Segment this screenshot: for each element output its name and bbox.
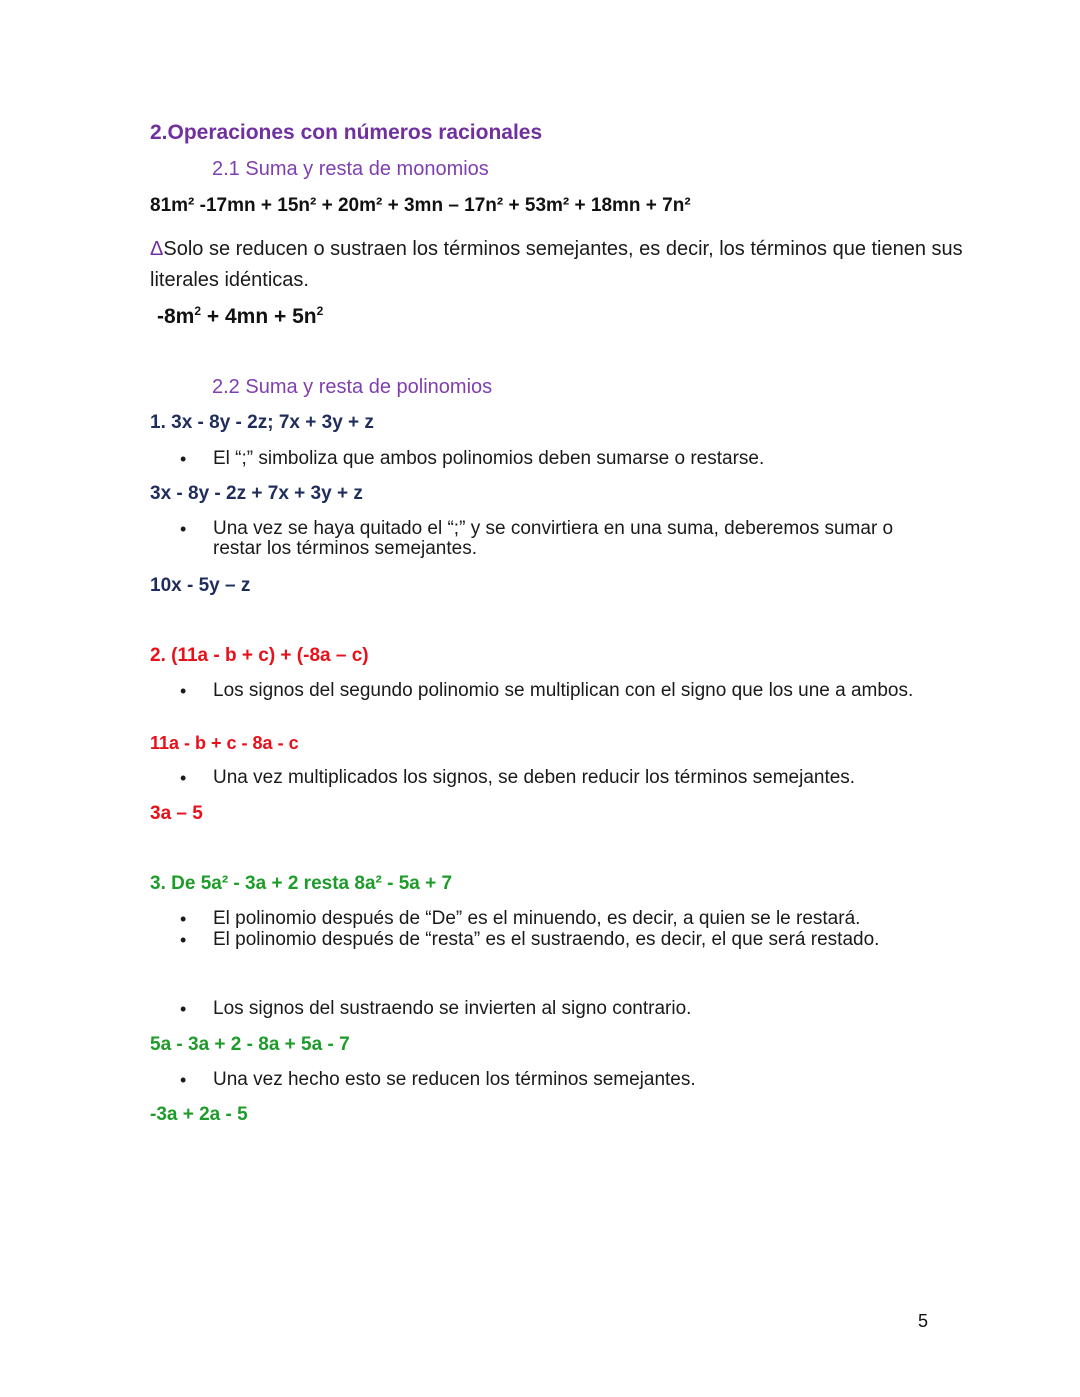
example-3-step: 5a - 3a + 2 - 8a + 5a - 7	[150, 1034, 350, 1055]
example-1-bullet-2: • Una vez se haya quitado el “;” y se convirtiera en una suma, deberemos sumar o restar los términos semejantes.	[180, 518, 894, 559]
bullet-icon: •	[180, 999, 187, 1019]
monomial-expression: 81m² -17mn + 15n² + 20m² + 3mn – 17n² + 53m² + 18mn + 7n²	[150, 195, 691, 216]
monomial-result: $-8m^2 + 4mn + 5n^2$	[157, 304, 324, 328]
bullet-icon: •	[180, 930, 187, 950]
example-3-result: -3a + 2a - 5	[150, 1104, 248, 1125]
example-3-bullet-1: • El polinomio después de “De” es el minuendo, es decir, a quien se le restará.	[180, 908, 861, 929]
bullet-icon: •	[180, 449, 187, 469]
example-2-step: 11a - b + c - 8a - c	[150, 733, 299, 753]
example-1-statement: 1. 3x - 8y - 2z; 7x + 3y + z	[150, 412, 374, 433]
example-3-bullet-4: • Una vez hecho esto se reducen los términos semejantes.	[180, 1069, 696, 1090]
example-3-bullet-2: • El polinomio después de “resta” es el sustraendo, es decir, el que será restado.	[180, 929, 880, 950]
note-paragraph	[150, 234, 1020, 296]
example-2-statement: 2. (11a - b + c) + (-8a – c)	[150, 645, 369, 666]
example-2-bullet-2: • Una vez multiplicados los signos, se deben reducir los términos semejantes.	[180, 767, 856, 788]
bullet-icon: •	[180, 681, 187, 701]
bullet-icon: •	[180, 519, 187, 539]
example-1-result: 10x - 5y – z	[150, 575, 251, 596]
example-2-result: 3a – 5	[150, 803, 203, 824]
bullet-icon: •	[180, 909, 187, 929]
example-3-bullet-3: • Los signos del sustraendo se invierten al signo contrario.	[180, 998, 692, 1019]
example-2-bullet-1: • Los signos del segundo polinomio se multiplican con el signo que los une a ambos.	[180, 680, 914, 701]
example-1-step: 3x - 8y - 2z + 7x + 3y + z	[150, 483, 363, 504]
note-text: Solo se reducen o sustraen los términos semejantes, es decir, los términos que tienen sus literales idénticas.	[150, 238, 963, 291]
bullet-icon: •	[180, 1070, 187, 1090]
subsection-heading-polinomios: 2.2 Suma y resta de polinomios	[212, 376, 493, 398]
subsection-heading-monomios: 2.1 Suma y resta de monomios	[212, 158, 489, 180]
delta-icon: Δ	[150, 238, 164, 260]
bullet-icon: •	[180, 768, 187, 788]
page-number: 5	[918, 1311, 929, 1331]
example-3-statement: 3. De 5a² - 3a + 2 resta 8a² - 5a + 7	[150, 873, 453, 894]
example-1-bullet-1: • El “;” simboliza que ambos polinomios deben sumarse o restarse.	[180, 448, 765, 469]
section-heading: 2.Operaciones con números racionales	[150, 121, 543, 144]
